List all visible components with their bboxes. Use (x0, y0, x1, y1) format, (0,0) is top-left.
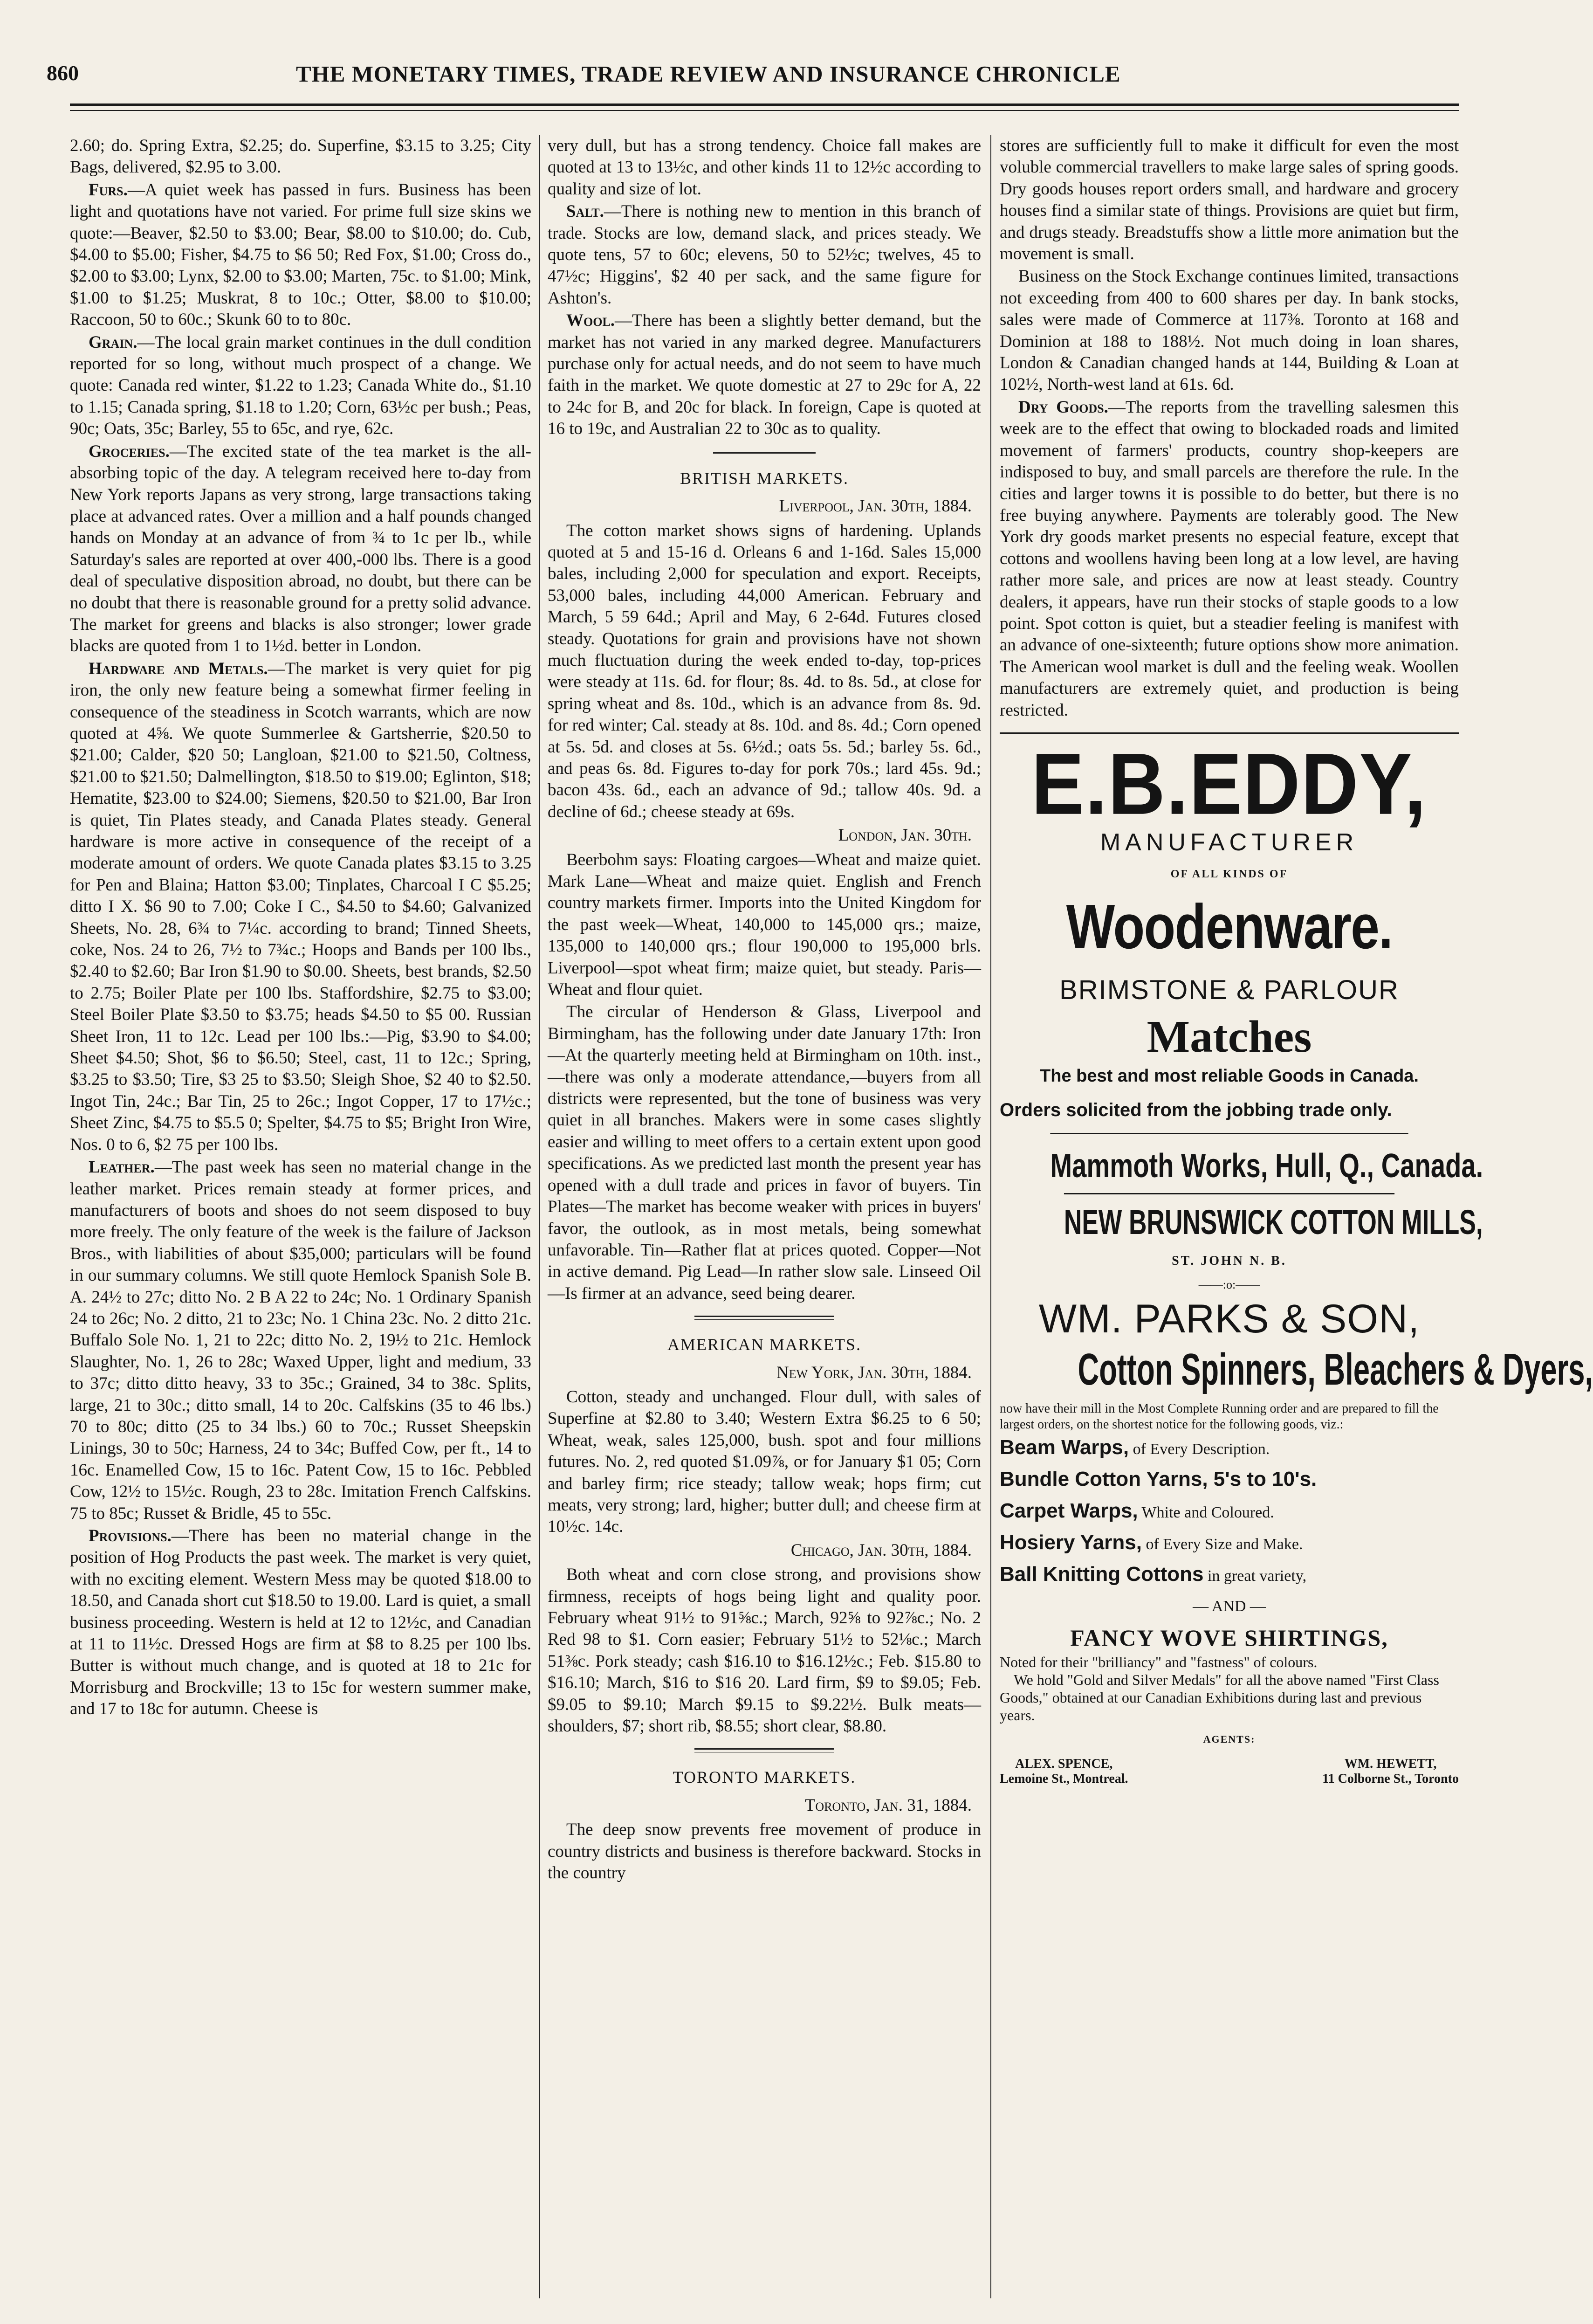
paragraph: Beerbohm says: Floating cargoes—Wheat and maize quiet. Mark Lane—Wheat and maize quiet. English and French country markets firmer. Imports into the United Kingdom for the past week—Wheat, 140,000 to 145,000 qrs.; maize, 135,000 to 140,000 qrs.; flour 190,000 to 195,000 brls. Liverpool—spot wheat firm; maize quiet, but steady. Paris—Wheat and flour quiet. (548, 850, 981, 1000)
agent-montreal (1000, 1757, 1128, 1786)
ad-manufacturer: MANUFACTURER (1100, 828, 1359, 856)
paragraph-text: —The local grain market continues in the dull condition reported for so long, without much prospect of a change. We quote: Canada red winter, $1.22 to 1.23; Canada White do., $1.10 to 1.15; Canada spring, $1.18 to 1.20; Corn, 63½c per bush.; Peas, 90c; Oats, 35c; Barley, 55 to 65c, and rye, 62c. (70, 332, 531, 439)
item-name: Bundle Cotton Yarns, 5's to 10's. (1000, 1468, 1317, 1491)
dateline: London, Jan. 30th. (838, 826, 972, 845)
ad-orders-solicited: Orders solicited from the jobbing trade only. (1000, 1100, 1392, 1121)
dateline: Toronto, Jan. 31, 1884. (804, 1795, 972, 1815)
ad-agents (1000, 1757, 1459, 1786)
dateline: New York, Jan. 30th, 1884. (776, 1363, 972, 1382)
ad-st-john: ST. JOHN N. B. (1172, 1254, 1287, 1269)
paragraph-text: —There has been a slightly better demand, but the market has not varied in any marked degree. Manufacturers purchase only for actual needs, and do not seem to have much faith in the market. We quote domestic at 27 to 29c for A, 22 to 24c for B, and 20c for black. In foreign, Cape is quoted at 16 to 19c, and Australian 22 to 30c as to quality. (548, 311, 981, 439)
item-detail: White and Coloured. (1138, 1504, 1274, 1522)
ad-item-ball-knitting (1000, 1559, 1459, 1591)
dateline: Liverpool, Jan. 30th, 1884. (779, 497, 972, 516)
ad-woodenware: Woodenware. (1066, 891, 1393, 962)
cotton-mills-advertisement (1000, 1193, 1593, 1786)
ad-noted: Noted for their "brilliancy" and "fastness" of colours. (1000, 1653, 1318, 1670)
agent-name: ALEX. SPENCE, (1015, 1757, 1113, 1771)
section-label: Provisions. (89, 1526, 172, 1545)
item-detail: of Every Size and Make. (1141, 1536, 1303, 1553)
section-rule (694, 1748, 834, 1752)
paragraph: 2.60; do. Spring Extra, $2.25; do. Superfine, $3.15 to 3.25; City Bags, delivered, $2.95 to 3.00. (70, 136, 531, 177)
paragraph-furs (70, 179, 531, 331)
paragraph: Both wheat and corn close strong, and provisions show firmness, receipts of hogs being light and quality poor. February wheat 91½ to 91⅝c.; March, 92⅝ to 92⅞c.; No. 2 Red 98 to $1. Corn easier; February 51½ to 52⅛c.; March 51⅜c. Pork steady; cash $16.10 to $16.12½c.; Feb. $15.80 to $16.10; March, $16 to $16 20. Lard firm, $9 to $9.05; Feb. $9.05 to $9.10; March $9.15 to $9.22½. Bulk meats—shoulders, $7; short rib, $8.55; short clear, $8.80. (548, 1565, 981, 1736)
header-rule (70, 103, 1459, 106)
ad-agents-label: AGENTS: (1203, 1733, 1256, 1745)
page-title: THE MONETARY TIMES, TRADE REVIEW AND INSURANCE CHRONICLE (296, 61, 1121, 87)
paragraph-provisions (70, 1525, 531, 1720)
ad-brimstone: BRIMSTONE & PARLOUR (1059, 975, 1399, 1006)
eddy-advertisement (1000, 732, 1483, 1187)
paragraph: Business on the Stock Exchange continues limited, transactions not exceeding from 400 to 600 shares per day. In bank stocks, sales were made of Commerce at 117⅜. Toronto at 168 and Dominion at 188 to 188½. Not much doing in loan shares, London & Canadian changed hands at 144, Building & Loan at 102½, North-west land at 61s. 6d. (1000, 267, 1459, 394)
paragraph-salt (548, 201, 981, 309)
paragraph: The deep snow prevents free movement of produce in country districts and business is therefore backward. Stocks in the country (548, 1820, 981, 1883)
american-markets-heading: AMERICAN MARKETS. (667, 1335, 862, 1354)
paragraph-dry-goods (1000, 397, 1459, 721)
ad-and: — AND — (1193, 1598, 1266, 1615)
paragraph: The cotton market shows signs of hardening. Uplands quoted at 5 and 15-16 d. Orleans 6 and 1-16d. Sales 15,000 bales, including 2,000 for speculation and export. Receipts, 53,000 bales, including 44,000 American. February and March, 5 59 64d.; April and May, 6 2-64d. Futures closed steady. Quotations for grain and provisions have not shown much fluctuation during the week ended to-day, top-prices were steady at 11s. 6d. for flour; 8s. 4d. to 8s. 5d., at close for spring wheat and 8s. 10d., which is an advance from 8s. 9d. for red winter; Cal. steady at 8s. 10d. and 8s. 4d.; Corn opened at 5s. 5d. and closes at 5s. 6½d.; oats 5s. 5d.; barley 5s. 6d., and peas 6s. 8d. Figures to-day for pork 70s.; lard 45s. 9d.; bacon 43s. 6d., each an advance of 9d.; tallow 40s. 9d. a decline of 6d.; cheese steady at 69s. (548, 521, 981, 821)
item-detail: of Every Description. (1129, 1441, 1270, 1458)
section-label: Leather. (89, 1158, 155, 1177)
item-name: Beam Warps, (1000, 1436, 1129, 1459)
ad-medals: We hold "Gold and Silver Medals" for all the above named "First Class Goods," obtained at our Canadian Exhibitions during last and previous years. (1000, 1671, 1439, 1724)
column-1 (70, 135, 531, 2298)
item-name: Hosiery Yarns, (1000, 1531, 1142, 1554)
item-name: Carpet Warps, (1000, 1499, 1138, 1523)
section-label: Hardware and Metals. (89, 659, 268, 678)
paragraph-groceries (70, 441, 531, 657)
paragraph: Cotton, steady and unchanged. Flour dull, with sales of Superfine at $2.80 to 3.40; Western Extra $6.25 to 6 50; Wheat, weak, sales 125,000, bush. spot and four millions futures. No. 2, red quoted $1.09⅞, or for January $1 05; Corn and barley firm; rice steady; tallow weak; hops firm; cut meats, very strong; lard, higher; butter dull; and cheese firm at 10½c. 14c. (548, 1387, 981, 1537)
paragraph: stores are sufficiently full to make it difficult for even the most voluble commercial travellers to make large sales of spring goods. Dry goods houses report orders small, and hardware and grocery houses find a similar state of things. Provisions are quiet but firm, and drugs steady. Breadstuffs show a little more animation but the movement is small. (1000, 136, 1459, 264)
paragraph: very dull, but has a strong tendency. Choice fall makes are quoted at 13 to 13½c, and other kinds 11 to 12½c according to quality and size of lot. (548, 136, 981, 199)
header-rule-thin (70, 110, 1459, 111)
paragraph-text: —The reports from the travelling salesmen this week are to the effect that owing to blockaded roads and limited movement of farmers' products, country shop-keepers are indisposed to buy, and small parcels are therefore the rule. In the cities and larger towns it is possible to do better, but there is no free buying anywhere. Payments are tolerably good. The New York dry goods market presents no especial feature, except that cottons and woollens having been long at a low level, are having rather more sale, and prices are now at least steady. Country dealers, it appears, have run their stocks of staple goods to a low point. Spot cotton is quiet, but a steadier feeling is manifest with an advance of one-sixteenth; future options show more animation. The American wool market is dull and the feeling weak. Woollen manufacturers are extremely quiet, and production is being restricted. (1000, 397, 1459, 720)
paragraph-text: —The past week has seen no material change in the leather market. Prices remain steady at former prices, and manufacturers of boots and shoes do not seem disposed to buy more freely. The only feature of the week is the failure of Jackson Bros., with liabilities of about $35,000; particulars will be found in our summary columns. We still quote Hemlock Spanish Sole B. A. 24½ to 27c; ditto No. 2 B A 22 to 24c; No. 1 Ordinary Spanish 24 to 26c; No. 2 ditto, 21 to 23c; No. 1 China 23c. No. 2 ditto 21c. Buffalo Sole No. 1, 21 to 22c; ditto No. 2, 19½ to 21c. Hemlock Slaughter, No. 1, 26 to 28c; Waxed Upper, light and medium, 33 to 37c; ditto ditto heavy, 33 to 35c.; Grained, 34 to 38c. Splits, large, 21 to 30c.; ditto small, 14 to 20c. Calfskins (35 to 46 lbs.) 70 to 80c; ditto (25 to 34 lbs.) 60 to 70c.; Russet Sheepskin Linings, 30 to 50c; Harness, 24 to 34c; Buffed Cow, per ft., 14 to 16c. Enamelled Cow, 15 to 16c. Patent Cow, 15 to 16c. Pebbled Cow, 12½ to 15½c. Rough, 23 to 28c. Imitation French Calfskins. 75 to 85c; Russet & Bridle, 45 to 55c. (70, 1158, 531, 1523)
section-rule (713, 452, 816, 454)
ad-now-have: now have their mill in the Most Complete Running order and are prepared to fill the largest orders, on the shortest notice for the following goods, viz.: (1000, 1401, 1439, 1432)
paragraph-hardware (70, 658, 531, 1156)
paragraph-text: —There has been no material change in the position of Hog Products the past week. The market is very quiet, with no exciting element. Western Mess may be quoted $18.00 to 18.50, and Canada short cut $18.50 to 19.00. Lard is quiet, a small business proceeding. Western is held at 12 to 12½c, and Canadian at 11 to 11½c. Dressed Hogs are firm at $8 to 8.25 per 100 lbs. Butter is without much change, and is quoted at 18 to 21c for Morrisburg and Brockville; 13 to 15c for western summer make, and 17 to 18c for autumn. Cheese is (70, 1526, 531, 1719)
paragraph-leather (70, 1157, 531, 1524)
paragraph: The circular of Henderson & Glass, Liverpool and Birmingham, has the following under date January 17th: Iron—At the quarterly meeting held at Birmingham on 10th. inst.,—there was only a moderate attendance,—buyers from all districts were represented, but the tone of business was very quiet in all branches. Makers were in some cases slightly easier and willing to meet offers to a certain extent upon good specifications. As we predicted last month the present year has opened with a dull trade and prices in favor of buyers. Tin Plates—The market has become weaker with prices in buyers' favor, the outlook, as in most metals, being somewhat unfavorable. Tin—Rather flat at prices quoted. Copper—Not in active demand. Pig Lead—In rather slow sale. Linseed Oil—Is firmer at an advance, seed being dearer. (548, 1002, 981, 1303)
ad-wm-parks: WM. PARKS & SON, (1038, 1296, 1420, 1342)
paragraph-text: —A quiet week has passed in furs. Business has been light and quotations have not varied. For prime full size skins we quote:—Beaver, $2.50 to $3.00; Bear, $8.00 to $10.00; do. Cub, $4.00 to $5.00; Fisher, $4.75 to $6 50; Red Fox, $1.00; Cross do., $2.00 to $3.00; Lynx, $2.00 to $3.00; Marten, 75c. to $1.00; Mink, $1.00 to $1.25; Muskrat, 8 to 10c.; Otter, $8.00 to $10.00; Raccoon, 50 to 60c.; Skunk 60 to to 80c. (70, 180, 531, 330)
ad-best-goods: The best and most reliable Goods in Canada. (1040, 1066, 1419, 1086)
ad-nb-cotton-mills: NEW BRUNSWICK COTTON MILLS, (1064, 1193, 1394, 1244)
paragraph-text: —The excited state of the tea market is the all-absorbing topic of the day. A telegram received here to-day from New York reports Japans as very strong, large transactions taking place at advanced rates. Over a million and a half pounds changed hands on Monday at an advance of from ¾ to 1c per lb., while Saturday's sales are reported at over 400,-000 lbs. There is a good deal of speculative disposition abroad, no doubt, but there can be no doubt that there is reasonable ground for a pretty solid advance. The market for greens and blacks is also stronger; lower grade blacks are quoted from 1 to 1½d. better in London. (70, 441, 531, 656)
section-label: Furs. (89, 180, 128, 200)
section-rule (694, 1316, 834, 1320)
toronto-markets-heading: TORONTO MARKETS. (673, 1768, 856, 1787)
item-detail: in great variety, (1203, 1567, 1307, 1585)
section-label: Dry Goods. (1018, 397, 1108, 417)
section-label: Groceries. (89, 441, 170, 461)
item-name: Ball Knitting Cottons (1000, 1563, 1204, 1586)
column-divider (990, 135, 991, 2298)
column-2 (548, 135, 981, 2298)
section-label: Wool. (566, 311, 615, 331)
paragraph-text: —The market is very quiet for pig iron, the only new feature being a somewhat firmer feeling in consequence of the steadiness in Scotch warrants, which are now quoted at 4⅝. We quote Summerlee & Gartsherrie, $20.50 to $21.00; Calder, $20 50; Langloan, $21.00 to $21.50, Coltness, $21.00 to $21.50; Dalmellington, $18.50 to $19.00; Eglinton, $18; Hematite, $23.00 to $24.00; Siemens, $20.50 to $21.00, Bar Iron is quiet, Tin Plates steady, and Canada Plates steady. General hardware is more active in consequence of the receipt of a moderate amount of orders. We quote Canada plates $3.15 to 3.25 for Pen and Blaina; Hatton $3.00; Tinplates, Charcoal I C $5.25; ditto I X. $6 90 to 7.00; Coke I C., $4.50 to $4.60; Galvanized Sheets, No. 28, 6¾ to 7¼c. according to brand; Tinned Sheets, coke, Nos. 24 to 26, 7½ to 7¾c.; Hoops and Bands per 100 lbs., $2.40 to $2.60; Bar Iron $1.90 to $0.00. Sheets, best brands, $2.50 to 2.75; Boiler Plate per 100 lbs. Staffordshire, $2.75 to $3.00; Steel Boiler Plate $3.50 to $3.75; heads $4.50 to $5 00. Russian Sheet Iron, 11 to 12c. Lead per 100 lbs.:—Pig, $3.90 to $4.00; Sheet $4.50; Shot, $6 to $6.50; Steel, cast, 11 to 12c.; Spring, $3.25 to $3.50; Tire, $3 25 to $3.50; Sleigh Shoe, $2 40 to $2.50. Ingot Tin, 24c.; Bar Tin, 25 to 26c.; Ingot Copper, 17 to 17½c.; Sheet Zinc, $4.75 to $5.5 0; Spelter, $4.75 to $5; Bright Iron Wire, Nos. 0 to 6, $2 75 per 100 lbs. (70, 659, 531, 1154)
agent-toronto (1322, 1757, 1459, 1786)
ad-matches: Matches (1147, 1012, 1312, 1062)
british-markets-heading: BRITISH MARKETS. (680, 469, 849, 488)
paragraph-wool (548, 310, 981, 440)
agent-address: 11 Colborne St., Toronto (1322, 1772, 1459, 1786)
paragraph-text: —There is nothing new to mention in this branch of trade. Stocks are low, demand slack, and prices steady. We quote tens, 57 to 60c; elevens, 50 to 52½c; twelves, 45 to 47½c; Higgins', $2 40 per sack, and the same figure for Ashton's. (548, 202, 981, 308)
ad-item-bundle-yarns (1000, 1464, 1459, 1496)
ad-item-beam-warps (1000, 1433, 1459, 1464)
page-header (47, 61, 1459, 93)
ad-mammoth-works: Mammoth Works, Hull, Q., Canada. (1050, 1133, 1408, 1187)
page-number: 860 (47, 61, 79, 85)
ad-cotton-spinners: Cotton Spinners, Bleachers & Dyers, (1078, 1345, 1593, 1395)
ad-ornament: ——:o:—— (1198, 1277, 1260, 1291)
ad-fancy-shirtings: FANCY WOVE SHIRTINGS, (1070, 1624, 1388, 1651)
paragraph-grain (70, 332, 531, 440)
ad-item-carpet-warps (1000, 1496, 1459, 1528)
column-3 (1000, 135, 1593, 2298)
agent-name: WM. HEWETT, (1344, 1757, 1437, 1771)
ad-item-hosiery-yarns (1000, 1528, 1459, 1559)
column-divider (539, 135, 540, 2298)
dateline: Chicago, Jan. 30th, 1884. (790, 1540, 972, 1560)
ad-eddy-name: E.B.EDDY, (1031, 735, 1428, 833)
ad-all-kinds: OF ALL KINDS OF (1170, 868, 1288, 880)
agent-address: Lemoine St., Montreal. (1000, 1772, 1128, 1786)
section-label: Grain. (89, 332, 137, 352)
section-label: Salt. (566, 202, 604, 221)
